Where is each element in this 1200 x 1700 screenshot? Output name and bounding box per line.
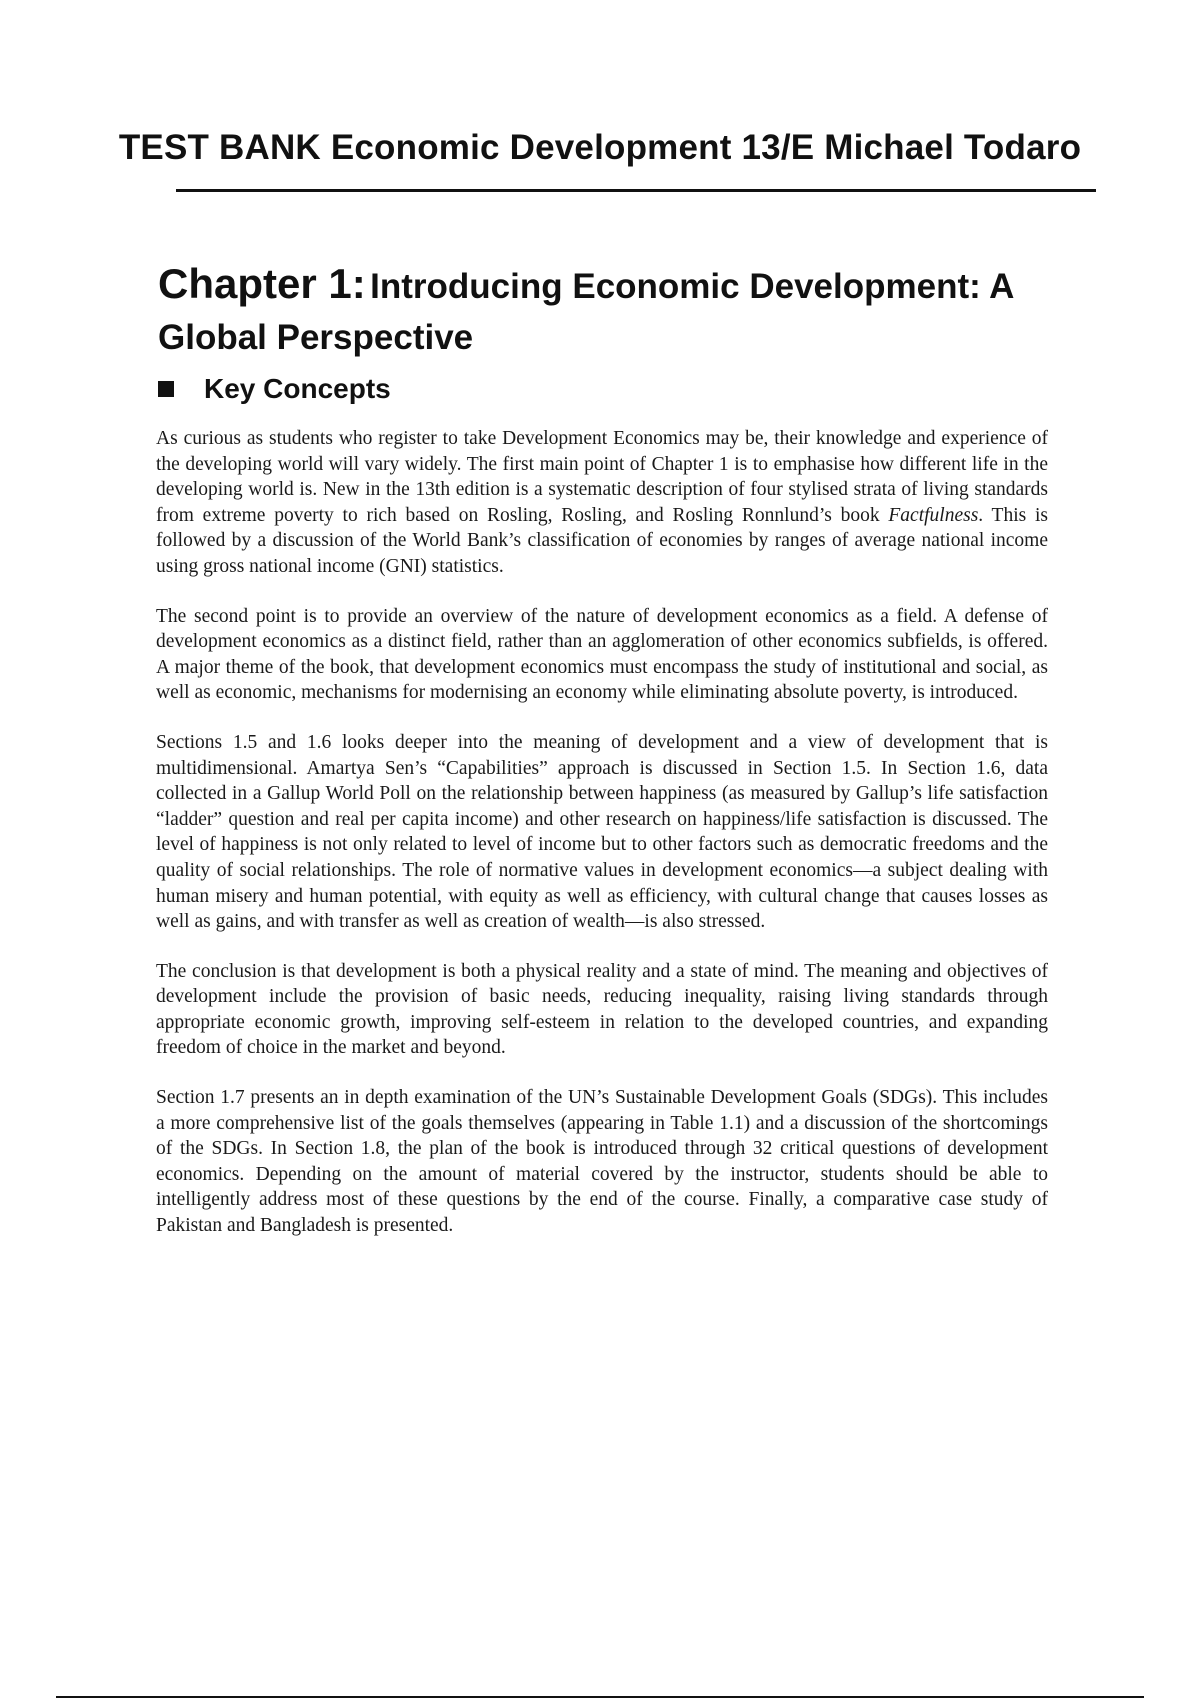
section-heading-label: Key Concepts (204, 373, 391, 404)
chapter-title: Introducing Economic Development: A Global Perspective (158, 267, 1014, 357)
section-heading-key-concepts (158, 373, 391, 405)
chapter-number: Chapter 1: (158, 260, 366, 307)
paragraph-5: Section 1.7 presents an in depth examination of the UN’s Sustainable Development Goals (SDGs). This includes a more comprehensive list of the goals themselves (appearing in Table 1.1) and a discussion of the shortcomings of the SDGs. In Section 1.8, the plan of the book is introduced through 32 critical questions of development economics. Depending on the amount of material covered by the instructor, students should be able to intelligently address most of these questions by the end of the course. Finally, a comparative case study of Pakistan and Bangladesh is presented. (156, 1087, 1048, 1237)
paragraph-1-text-a: As curious as students who register to take Development Economics may be, their knowledge and experience of the developing world will vary widely. The first main point of Chapter 1 is to emphasise how different life in the developing world is. New in the 13th edition is a systematic description of four stylised strata of living standards from extreme poverty to rich based on Rosling, Rosling, and Rosling Ronnlund’s book (156, 428, 1048, 526)
paragraph-1 (156, 426, 1048, 580)
paragraph-3: Sections 1.5 and 1.6 looks deeper into the meaning of development and a view of development that is multidimensional. Amartya Sen’s “Capabilities” approach is discussed in Section 1.5. In Section 1.6, data collected in a Gallup World Poll on the relationship between happiness (as measured by Gallup’s life satisfaction “ladder” question and real per capita income) and other research on happiness/life satisfaction is discussed. The level of happiness is not only related to level of income but to other factors such as democratic freedoms and the quality of social relationships. The role of normative values in development economics—a subject dealing with human misery and human potential, with equity as well as efficiency, with cultural change that causes losses as well as gains, and with transfer as well as creation of wealth—is also stressed. (156, 731, 1048, 933)
footer-divider (56, 1696, 1144, 1698)
document-header-title: TEST BANK Economic Development 13/E Michael Todaro (118, 128, 1082, 167)
body-text (156, 426, 1048, 1263)
header-divider (176, 189, 1096, 192)
book-title-factfulness: Factfulness (888, 504, 979, 526)
paragraph-2: The second point is to provide an overview of the nature of development economics as a field. A defense of development economics as a distinct field, rather than an agglomeration of other economics subfields, is offered. A major theme of the book, that development economics must encompass the study of institutional and social, as well as economic, mechanisms for modernising an economy while eliminating absolute poverty, is introduced. (156, 605, 1048, 704)
square-bullet-icon (158, 381, 174, 397)
chapter-heading (158, 262, 1058, 367)
paragraph-4: The conclusion is that development is both a physical reality and a state of mind. The meaning and objectives of development include the provision of basic needs, reducing inequality, raising living standards through appropriate economic growth, improving self-esteem in relation to the developed countries, and expanding freedom of choice in the market and beyond. (156, 960, 1048, 1059)
paragraph-1-text-b: . This is followed by a discussion of the World Bank’s classification of economies by ranges of average national income using gross national income (GNI) statistics. (156, 504, 1048, 577)
